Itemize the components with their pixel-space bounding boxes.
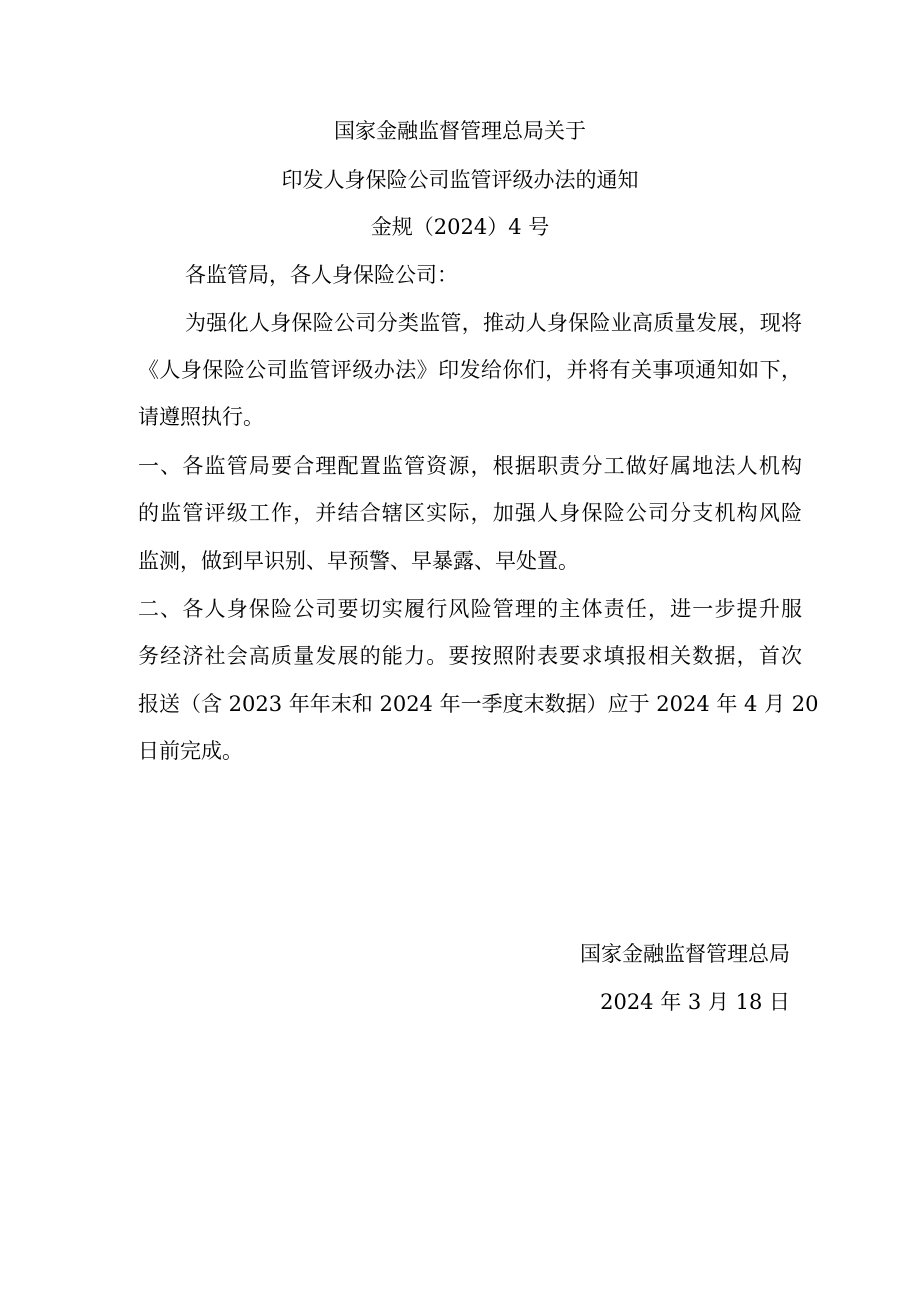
item-two-line: 务经济社会高质量发展的能力。要按照附表要求填报相关数据，首次: [138, 644, 802, 668]
item-two-line: 二、各人身保险公司要切实履行风险管理的主体责任，进一步提升服: [138, 597, 802, 621]
title-line-2: 印发人身保险公司监管评级办法的通知: [281, 168, 639, 192]
intro-paragraph-line: 请遵照执行。: [138, 405, 264, 429]
item-two-line: 报送（含 2023 年年末和 2024 年一季度末数据）应于 2024 年 4 月 20: [138, 692, 819, 716]
item-one-line: 一、各监管局要合理配置监管资源，根据职责分工做好属地法人机构: [138, 454, 802, 478]
item-two-line: 日前完成。: [138, 739, 243, 763]
title-line-1: 国家金融监督管理总局关于: [334, 119, 586, 143]
item-one-line: 监测，做到早识别、早预警、早暴露、早处置。: [138, 549, 579, 573]
item-one-line: 的监管评级工作，并结合辖区实际，加强人身保险公司分支机构风险: [138, 501, 802, 525]
salutation: 各监管局，各人身保险公司：: [185, 263, 458, 287]
signature-organization: 国家金融监督管理总局: [580, 942, 790, 966]
signature-date: 2024 年 3 月 18 日: [600, 990, 790, 1014]
intro-paragraph-line: 《人身保险公司监管评级办法》印发给你们，并将有关事项通知如下，: [138, 358, 802, 382]
intro-paragraph-line: 为强化人身保险公司分类监管，推动人身保险业高质量发展，现将: [185, 311, 802, 335]
document-number: 金规（2024）4 号: [370, 215, 550, 239]
